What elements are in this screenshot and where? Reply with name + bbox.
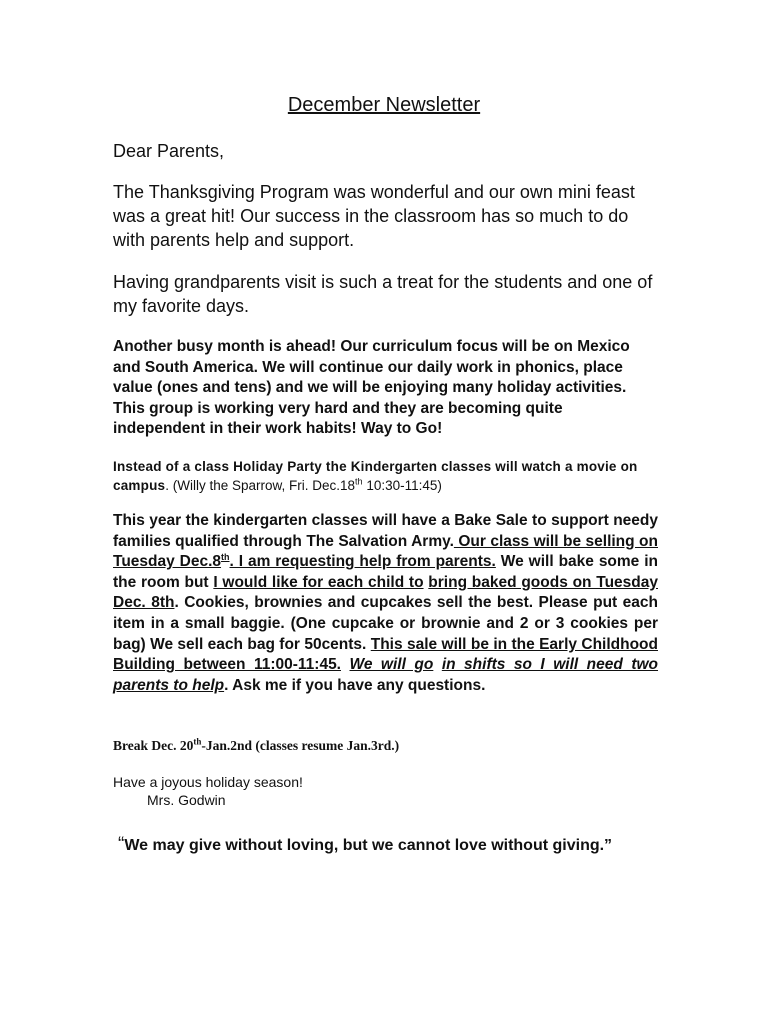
spacer [433,656,441,673]
holiday-party-time: 10:30-11:45) [362,478,442,493]
bake-sale-bring: bring baked goods on Tuesday Dec. 8th [113,573,658,612]
break-end: -Jan.2nd (classes resume Jan.3rd.) [201,738,400,753]
paragraph-curriculum: Another busy month is ahead! Our curriculum focus will be on Mexico and South America. We will continue our daily work in phonics, place value (ones and tens) and we will be enjoying many holiday activities. This group is working very hard and they are becoming quite independent in their work habits! Way to Go! [113,338,630,437]
quote-text: We may give without loving, but we cannot love without giving.” [124,837,613,854]
superscript-th: th [355,476,363,487]
closing-quote [118,834,678,856]
break-start: Break Dec. 20 [113,738,194,753]
signature: Mrs. Godwin [147,792,226,808]
greeting: Dear Parents, [113,141,225,161]
open-quote-mark: “ [118,834,125,855]
closing-line: Have a joyous holiday season! [113,774,303,790]
bake-sale-shifts-b: in shifts so I will need two parents to help [113,656,659,694]
page-title: December Newsletter [287,94,481,116]
bake-sale-each-child: I would like for each child to [213,573,424,591]
bake-sale-date: Our class will be selling on Tuesday Dec.8 [113,532,658,571]
paragraph-holiday-party [113,457,658,495]
paragraph-thanksgiving: The Thanksgiving Program was wonderful and our own mini feast was a great hit! Our success in the classroom has so much to do with parents help and support. [113,182,635,250]
closing-block [113,773,658,809]
paragraph-bake-sale [113,511,658,696]
bake-sale-text: We will bake some in the room but [113,553,658,591]
holiday-party-bold: Instead of a class Holiday Party the Kindergarten classes will watch a movie on campus [113,459,638,493]
superscript-th: th [193,736,202,747]
bake-sale-shifts-a: We will go [349,656,434,674]
paragraph-grandparents: Having grandparents visit is such a treat for the students and one of my favorite days. [113,272,653,316]
winter-break-notice [113,738,658,754]
bake-sale-location: This sale will be in the Early Childhood Building between 11:00-11:45. [113,635,658,674]
bake-sale-questions: . Ask me if you have any questions. [224,676,486,694]
superscript-th: th [221,552,230,563]
bake-sale-intro: This year the kindergarten classes will have a Bake Sale to support needy families qualified through The Salvation Army. [113,512,658,550]
holiday-party-details: . (Willy the Sparrow, Fri. Dec.18 [165,478,356,493]
bake-sale-details: . Cookies, brownies and cupcakes sell the best. Please put each item in a small baggie. (One cupcake or brownie and 2 or 3 cookies per bag) We sell each bag for 50cents. [113,594,658,653]
bake-sale-request: . I am requesting help from parents. [229,553,496,571]
